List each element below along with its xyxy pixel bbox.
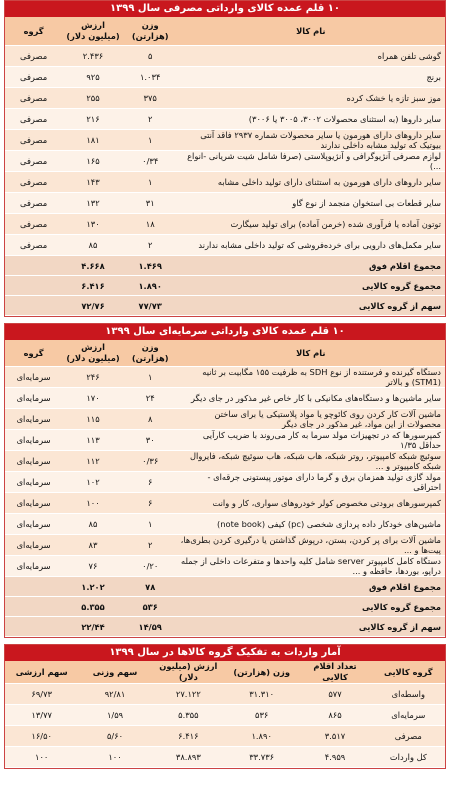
item-weight: ۱.۰۳۴ xyxy=(124,67,177,88)
consumer-header-row xyxy=(5,17,445,46)
item-weight: ۱ xyxy=(124,514,177,535)
item-name: ماشین آلات کار کردن روی کائوچو یا مواد پلاستیکی یا برای ساختن محصولات از این مواد، غیر مذکور در جای دیگر xyxy=(177,409,445,430)
table-row xyxy=(5,472,445,493)
item-group: سرمایه‌ای xyxy=(5,472,62,493)
item-name: سایر قطعات بی استخوان منجمد از نوع گاو xyxy=(177,193,445,214)
table-row xyxy=(5,493,445,514)
table-row xyxy=(5,46,445,67)
item-name: سایر داروهای دارای هورمون یا سایر محصولات شماره ۲۹۳۷ فاقد آنتی بیوتیک که تولید مشابه داخلی ندارند xyxy=(177,130,445,151)
groups-cell-wshare: ۹۲/۸۱ xyxy=(78,684,151,705)
item-weight: ۱ xyxy=(124,172,177,193)
table-row xyxy=(5,430,445,451)
table-row xyxy=(5,67,445,88)
item-value: ۱۷۰ xyxy=(62,388,124,409)
item-weight: ۶ xyxy=(124,493,177,514)
groups-header-cell: وزن (هزارتن) xyxy=(225,661,298,684)
groups-cell-vshare: ۱۶/۵۰ xyxy=(5,726,78,747)
item-weight: ۸ xyxy=(124,409,177,430)
groups-cell-count: ۸۶۵ xyxy=(298,705,371,726)
groups-table xyxy=(5,661,445,768)
item-group: سرمایه‌ای xyxy=(5,430,62,451)
summary-weight: ۵۳۶ xyxy=(124,597,177,617)
summary-label: سهم از گروه کالایی xyxy=(177,617,445,637)
summary-label: مجموع اقلام فوق xyxy=(177,256,445,276)
table-row xyxy=(5,130,445,151)
item-value: ۱۰۲ xyxy=(62,472,124,493)
item-group: مصرفی xyxy=(5,172,62,193)
item-value: ۲.۴۳۶ xyxy=(62,46,124,67)
groups-cell-count: ۳.۵۱۷ xyxy=(298,726,371,747)
item-group: سرمایه‌ای xyxy=(5,493,62,514)
item-group: سرمایه‌ای xyxy=(5,556,62,577)
consumer-table-block xyxy=(4,0,446,317)
summary-weight: ۷۸ xyxy=(124,577,177,597)
item-group: مصرفی xyxy=(5,151,62,172)
item-group: سرمایه‌ای xyxy=(5,535,62,556)
groups-cell-count: ۵۷۷ xyxy=(298,684,371,705)
groups-cell-wshare: ۱/۵۹ xyxy=(78,705,151,726)
summary-empty xyxy=(5,276,62,296)
item-weight: ۰/۲۰ xyxy=(124,556,177,577)
item-name: ماشین آلات برای پر کردن، بستن، درپوش گذاشتن یا درگیری کردن بطری‌ها، پیت‌ها و ... xyxy=(177,535,445,556)
item-group: سرمایه‌ای xyxy=(5,388,62,409)
item-weight: ۲۴ xyxy=(124,388,177,409)
item-value: ۲۵۵ xyxy=(62,88,124,109)
summary-row xyxy=(5,597,445,617)
col-weight: وزن (هزارتن) xyxy=(124,17,177,46)
capital-table xyxy=(5,340,445,637)
groups-cell-value: ۲۷.۱۲۲ xyxy=(152,684,225,705)
groups-header-cell: سهم ارزشی xyxy=(5,661,78,684)
groups-cell-group: مصرفی xyxy=(372,726,445,747)
col-group: گروه xyxy=(5,340,62,367)
summary-row xyxy=(5,617,445,637)
item-group: مصرفی xyxy=(5,88,62,109)
groups-cell-weight: ۳۳.۷۳۶ xyxy=(225,747,298,768)
item-name: موز سبز تازه یا خشک کرده xyxy=(177,88,445,109)
item-name: گوشی تلفن همراه xyxy=(177,46,445,67)
groups-cell-weight: ۱.۸۹۰ xyxy=(225,726,298,747)
groups-row xyxy=(5,684,445,705)
item-name: کمپرسورهای برودتی مخصوص کولر خودروهای سواری، کار و وانت xyxy=(177,493,445,514)
item-weight: ۲ xyxy=(124,235,177,256)
item-value: ۱۸۱ xyxy=(62,130,124,151)
summary-value: ۲۲/۴۴ xyxy=(62,617,124,637)
item-value: ۱۳۰ xyxy=(62,214,124,235)
item-name: سایر مکمل‌های دارویی برای خرده‌فروشی که تولید داخلی مشابه ندارند xyxy=(177,235,445,256)
item-value: ۱۴۳ xyxy=(62,172,124,193)
item-weight: ۲ xyxy=(124,535,177,556)
consumer-table-title: ۱۰ قلم عمده کالای وارداتی مصرفی سال ۱۳۹۹ xyxy=(5,1,445,17)
item-value: ۱۶۵ xyxy=(62,151,124,172)
groups-header-cell: گروه کالایی xyxy=(372,661,445,684)
summary-weight: ۱.۸۹۰ xyxy=(124,276,177,296)
consumer-table xyxy=(5,17,445,316)
item-weight: ۳۰ xyxy=(124,430,177,451)
summary-weight: ۷۷/۷۳ xyxy=(124,296,177,316)
summary-value: ۶.۴۱۶ xyxy=(62,276,124,296)
item-name: سایر داروها (به استثنای محصولات ۳۰۰۲، ۳۰۰۵ یا ۳۰۰۶) xyxy=(177,109,445,130)
item-group: سرمایه‌ای xyxy=(5,367,62,388)
groups-cell-value: ۳۸.۸۹۳ xyxy=(152,747,225,768)
col-value: ارزش (میلیون دلار) xyxy=(62,340,124,367)
groups-row xyxy=(5,747,445,768)
summary-empty xyxy=(5,577,62,597)
item-group: سرمایه‌ای xyxy=(5,409,62,430)
item-value: ۸۵ xyxy=(62,235,124,256)
item-group: مصرفی xyxy=(5,235,62,256)
summary-value: ۷۲/۷۶ xyxy=(62,296,124,316)
item-name: توتون آماده یا فرآوری شده (خرمن آماده) برای تولید سیگارت xyxy=(177,214,445,235)
item-weight: ۳۷۵ xyxy=(124,88,177,109)
groups-table-title: آمار واردات به تفکیک گروه کالاها در سال ۱۳۹۹ xyxy=(5,645,445,661)
item-group: مصرفی xyxy=(5,193,62,214)
summary-value: ۵.۳۵۵ xyxy=(62,597,124,617)
col-name: نام کالا xyxy=(177,17,445,46)
col-group: گروه xyxy=(5,17,62,46)
item-value: ۸۵ xyxy=(62,514,124,535)
groups-header-cell: سهم وزنی xyxy=(78,661,151,684)
table-row xyxy=(5,556,445,577)
col-name: نام کالا xyxy=(177,340,445,367)
groups-table-block xyxy=(4,644,446,769)
item-name: دستگاه گیرنده و فرستنده از نوع SDH به ظرفیت ۱۵۵ مگابیت بر ثانیه (STM1) و بالاتر xyxy=(177,367,445,388)
summary-empty xyxy=(5,617,62,637)
groups-header-cell: ارزش (میلیون دلار) xyxy=(152,661,225,684)
item-weight: ۵ xyxy=(124,46,177,67)
groups-cell-group: واسطه‌ای xyxy=(372,684,445,705)
groups-cell-weight: ۵۳۶ xyxy=(225,705,298,726)
table-row xyxy=(5,514,445,535)
table-row xyxy=(5,88,445,109)
table-row xyxy=(5,535,445,556)
groups-cell-weight: ۳۱.۳۱۰ xyxy=(225,684,298,705)
capital-table-block xyxy=(4,323,446,638)
item-weight: ۰/۳۶ xyxy=(124,451,177,472)
item-group: مصرفی xyxy=(5,67,62,88)
item-value: ۲۱۶ xyxy=(62,109,124,130)
item-name: ماشین‌های خودکار داده پردازی شخصی (pc) کیفی (note book) xyxy=(177,514,445,535)
groups-cell-group: کل واردات xyxy=(372,747,445,768)
capital-table-title: ۱۰ قلم عمده کالای وارداتی سرمایه‌ای سال ۱۳۹۹ xyxy=(5,324,445,340)
summary-row xyxy=(5,577,445,597)
summary-label: مجموع گروه کالایی xyxy=(177,276,445,296)
item-name: سایر داروهای دارای هورمون به استثنای دارای تولید داخلی مشابه xyxy=(177,172,445,193)
summary-empty xyxy=(5,296,62,316)
groups-cell-wshare: ۱۰۰ xyxy=(78,747,151,768)
summary-label: مجموع گروه کالایی xyxy=(177,597,445,617)
item-value: ۲۴۶ xyxy=(62,367,124,388)
item-value: ۱۱۵ xyxy=(62,409,124,430)
summary-weight: ۱.۴۶۹ xyxy=(124,256,177,276)
table-row xyxy=(5,451,445,472)
item-value: ۱۱۳ xyxy=(62,430,124,451)
groups-row xyxy=(5,726,445,747)
table-row xyxy=(5,388,445,409)
item-name: دستگاه کامل کامپیوتر server شامل کلیه واحدها و متفرعات داخلی از جمله دراپو، بوردها، حافظه و ... xyxy=(177,556,445,577)
item-value: ۱۱۲ xyxy=(62,451,124,472)
summary-empty xyxy=(5,256,62,276)
item-weight: ۱ xyxy=(124,367,177,388)
summary-label: سهم از گروه کالایی xyxy=(177,296,445,316)
item-name: برنج xyxy=(177,67,445,88)
item-group: سرمایه‌ای xyxy=(5,514,62,535)
table-row xyxy=(5,367,445,388)
item-weight: ۱ xyxy=(124,130,177,151)
col-weight: وزن (هزارتن) xyxy=(124,340,177,367)
table-row xyxy=(5,151,445,172)
groups-header-row xyxy=(5,661,445,684)
item-weight: ۳۱ xyxy=(124,193,177,214)
table-row xyxy=(5,193,445,214)
item-weight: ۰/۳۴ xyxy=(124,151,177,172)
item-value: ۷۶ xyxy=(62,556,124,577)
summary-value: ۱.۲۰۲ xyxy=(62,577,124,597)
item-weight: ۶ xyxy=(124,472,177,493)
item-value: ۱۰۰ xyxy=(62,493,124,514)
table-row xyxy=(5,409,445,430)
item-group: مصرفی xyxy=(5,214,62,235)
item-name: سایر ماشین‌ها و دستگاه‌های مکانیکی با کار خاص غیر مذکور در جای دیگر xyxy=(177,388,445,409)
groups-cell-value: ۶.۴۱۶ xyxy=(152,726,225,747)
table-row xyxy=(5,214,445,235)
page xyxy=(4,0,446,769)
groups-cell-vshare: ۱۳/۷۷ xyxy=(5,705,78,726)
groups-cell-vshare: ۱۰۰ xyxy=(5,747,78,768)
groups-row xyxy=(5,705,445,726)
capital-header-row xyxy=(5,340,445,367)
item-value: ۹۲۵ xyxy=(62,67,124,88)
item-name: سوئیچ شبکه کامپیوتر، روتر شبکه، هاب شبکه، هاب سوئیچ شبکه، فایروال شبکه کامپیوتر و ... xyxy=(177,451,445,472)
table-row xyxy=(5,172,445,193)
item-name: کمپرسورها که در تجهیزات مولد سرما به کار می‌روند با ضریب کارآیی حداقل ۱/۳۵ xyxy=(177,430,445,451)
col-value: ارزش (میلیون دلار) xyxy=(62,17,124,46)
item-weight: ۲ xyxy=(124,109,177,130)
item-name: لوازم مصرفی آنژیوگرافی و آنژیوپلاستی (صرفا شامل شیت شریانی -انواع ...) xyxy=(177,151,445,172)
summary-label: مجموع اقلام فوق xyxy=(177,577,445,597)
item-value: ۱۳۲ xyxy=(62,193,124,214)
table-row xyxy=(5,109,445,130)
groups-cell-value: ۵.۳۵۵ xyxy=(152,705,225,726)
item-group: مصرفی xyxy=(5,130,62,151)
groups-cell-group: سرمایه‌ای xyxy=(372,705,445,726)
table-row xyxy=(5,235,445,256)
summary-row xyxy=(5,296,445,316)
summary-row xyxy=(5,256,445,276)
item-name: مولد گازی تولید همزمان برق و گرما دارای موتور پیستونی جرقه‌ای - احتراقی xyxy=(177,472,445,493)
summary-empty xyxy=(5,597,62,617)
groups-cell-wshare: ۵/۶۰ xyxy=(78,726,151,747)
item-value: ۸۳ xyxy=(62,535,124,556)
groups-cell-count: ۴.۹۵۹ xyxy=(298,747,371,768)
summary-row xyxy=(5,276,445,296)
item-group: مصرفی xyxy=(5,109,62,130)
groups-header-cell: تعداد اقلام کالایی xyxy=(298,661,371,684)
groups-cell-vshare: ۶۹/۷۳ xyxy=(5,684,78,705)
summary-value: ۴.۶۶۸ xyxy=(62,256,124,276)
summary-weight: ۱۴/۵۹ xyxy=(124,617,177,637)
item-weight: ۱۸ xyxy=(124,214,177,235)
item-group: مصرفی xyxy=(5,46,62,67)
item-group: سرمایه‌ای xyxy=(5,451,62,472)
